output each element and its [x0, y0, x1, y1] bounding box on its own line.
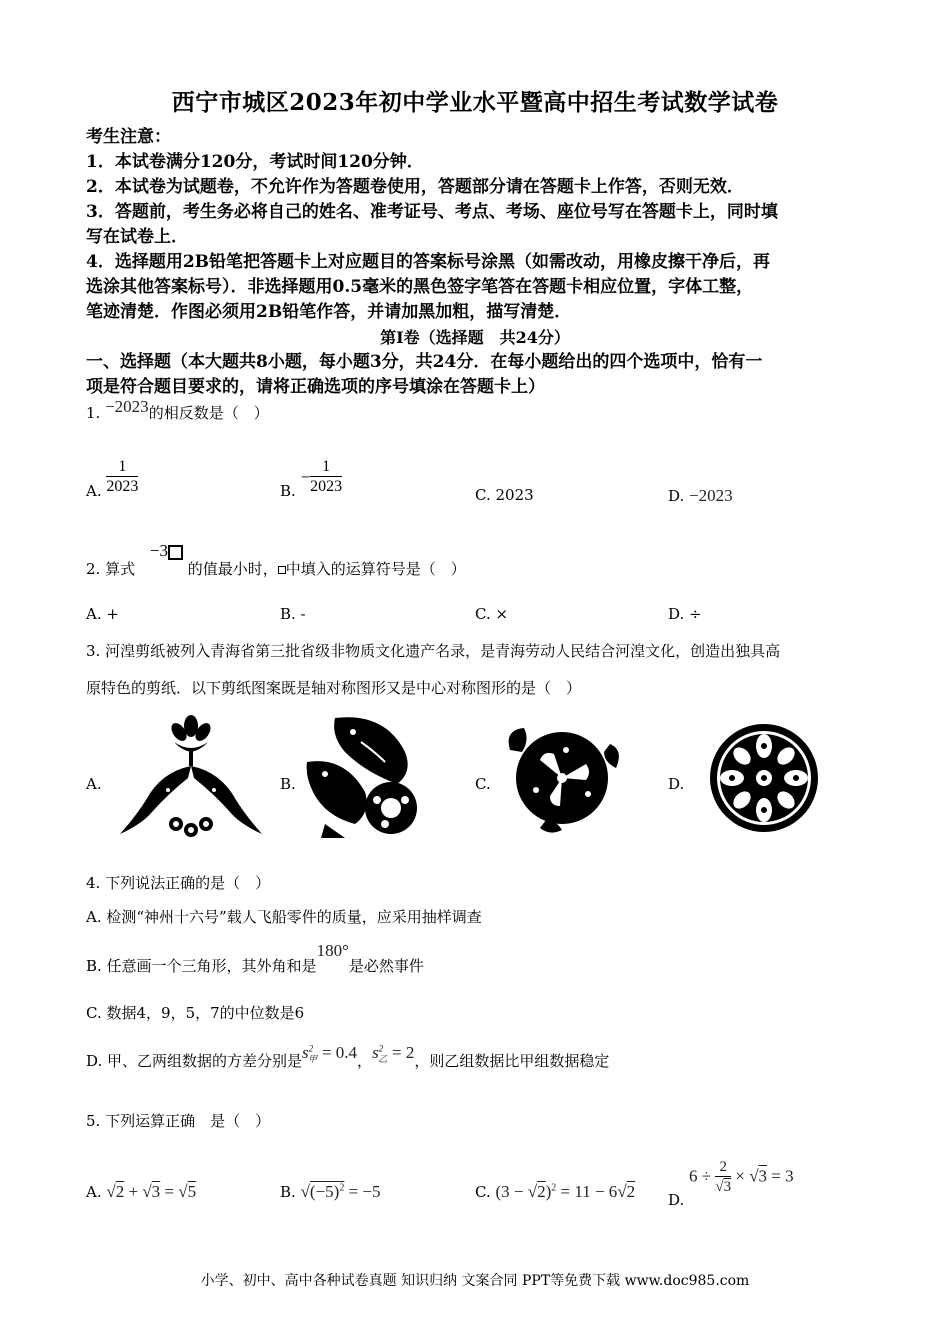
footer-text: 小学、初中、高中各种试卷真题 知识归纳 文案合同 PPT等免费下载 www.doc985.com — [200, 1273, 750, 1289]
q1-option-b: B. − $\frac{1}{2023}$ — [280, 458, 343, 500]
q2-text2: 中填入的运算符号是（ ） — [285, 560, 466, 578]
papercut-three-rabbits-image — [500, 720, 625, 835]
q1-expr: −2023 — [105, 397, 149, 416]
q5-option-b: B. $√(-5)^2 = -5$ — [280, 1182, 381, 1201]
q2-pre: 2. 算式 — [86, 560, 136, 578]
q5-option-d: D. 6 ÷ $\frac{2}{√3}$ × √3 = 3 — [668, 1159, 794, 1210]
question-1 — [86, 397, 269, 423]
q3-option-c: C. — [475, 775, 491, 793]
q1-b-num: 1 — [310, 458, 342, 477]
part1-heading: 第Ⅰ卷（选择题 共24分） — [380, 328, 570, 347]
question-3-line: 3. 河湟剪纸被列入青海省第三批省级非物质文化遗产名录，是青海劳动人民结合河湟文化，创造出独具高 — [86, 642, 781, 660]
papercut-fish-flowers-image — [305, 712, 435, 840]
q2-option-c: C. × — [475, 605, 509, 623]
question-2 — [86, 540, 466, 578]
q3-option-a: A. — [86, 775, 102, 793]
q4-option-b: B. 任意画一个三角形，其外角和是180°是必然事件 — [86, 941, 424, 975]
q4-option-d: D. 甲、乙两组数据的方差分别是$s^2_甲 = 0.4$，$s^2_乙 = 2$，则乙组数据比甲组数据稳定 — [86, 1043, 610, 1070]
q2-text: 的值最小时， — [187, 560, 278, 578]
q1-option-d: D. −2023 — [668, 486, 733, 505]
question-4: 4. 下列说法正确的是（ ） — [86, 874, 271, 892]
q4-b-math: 180° — [316, 941, 349, 960]
q3-option-b: B. — [280, 775, 296, 793]
notice-item: 3．答题前，考生务必将自己的姓名、准考证号、考点、考场、座位号写在答题卡上，同时填 — [86, 202, 778, 222]
q4-option-a: A. 检测“神州十六号”载人飞船零件的质量，应采用抽样调查 — [86, 908, 482, 926]
q2-option-b: B. - — [280, 605, 306, 623]
q1-option-a: A. $\frac{1}{2023}$ — [86, 458, 139, 500]
q3-option-d: D. — [668, 775, 685, 793]
q5-option-a: A. √2 + √3 = √5 — [86, 1182, 197, 1201]
papercut-circular-pattern-image — [708, 722, 820, 834]
blank-box-icon — [168, 545, 183, 560]
question-5: 5. 下列运算正确 是（ ） — [86, 1112, 271, 1130]
notice-item: 选涂其他答案标号）．非选择题用0.5毫米的黑色签字笔答在答题卡相应位置，字体工整， — [86, 277, 754, 297]
q4-option-c: C. 数据4，9，5，7的中位数是6 — [86, 1004, 305, 1022]
q2-option-a: A. + — [86, 605, 119, 623]
q2-expr: −3 — [149, 541, 168, 560]
notice-item: 写在试卷上． — [86, 227, 188, 247]
q1-option-c: C. 2023 — [475, 486, 534, 504]
q2-option-d: D. ÷ — [668, 605, 702, 623]
question-3-line: 原特色的剪纸．以下剪纸图案既是轴对称图形又是中心对称图形的是（ ） — [86, 679, 582, 697]
blank-box-icon — [278, 566, 286, 574]
q5-a-expr: √2 + √3 = √5 — [106, 1182, 197, 1201]
notice-item: 1．本试卷满分120分，考试时间120分钟． — [86, 152, 424, 172]
q1-d-val: −2023 — [689, 486, 733, 505]
papercut-fish-pair-image — [116, 712, 266, 840]
notice-item: 2．本试卷为试题卷，不允许作为答题卷使用，答题部分请在答题卡上作答，否则无效． — [86, 177, 744, 197]
q5-option-c: C. $(3 - √2)^2 = 11 - 6√2$ — [475, 1182, 636, 1201]
section1-line: 一、选择题（本大题共8小题，每小题3分，共24分．在每小题给出的四个选项中，恰有一 — [86, 352, 763, 372]
notice-item: 4．选择题用2B铅笔把答题卡上对应题目的答案标号涂黑（如需改动，用橡皮擦干净后，再 — [86, 252, 771, 272]
q1-text: 的相反数是（ ） — [148, 404, 269, 422]
page-title: 西宁市城区2023年初中学业水平暨高中招生考试数学试卷 — [171, 89, 779, 116]
q1-a-den: 2023 — [106, 478, 139, 495]
notice-item: 笔迹清楚．作图必须用2B铅笔作答，并请加黑加粗，描写清楚． — [86, 302, 572, 322]
section1-line: 项是符合题目要求的，请将正确选项的序号填涂在答题卡上） — [86, 377, 545, 397]
q1-b-den: 2023 — [310, 478, 343, 495]
q1-a-num: 1 — [106, 458, 138, 477]
q1-num: 1. — [86, 404, 101, 422]
q1-b-sign: − — [300, 467, 311, 487]
q5-c-expr: $(3 - √2)^2 = 11 - 6√2$ — [495, 1182, 636, 1201]
q5-d-expr: 6 ÷ $\frac{2}{√3}$ × √3 = 3 — [689, 1159, 794, 1195]
notice-heading: 考生注意： — [86, 127, 171, 147]
q5-b-expr: $√(-5)^2 = -5$ — [300, 1182, 381, 1201]
